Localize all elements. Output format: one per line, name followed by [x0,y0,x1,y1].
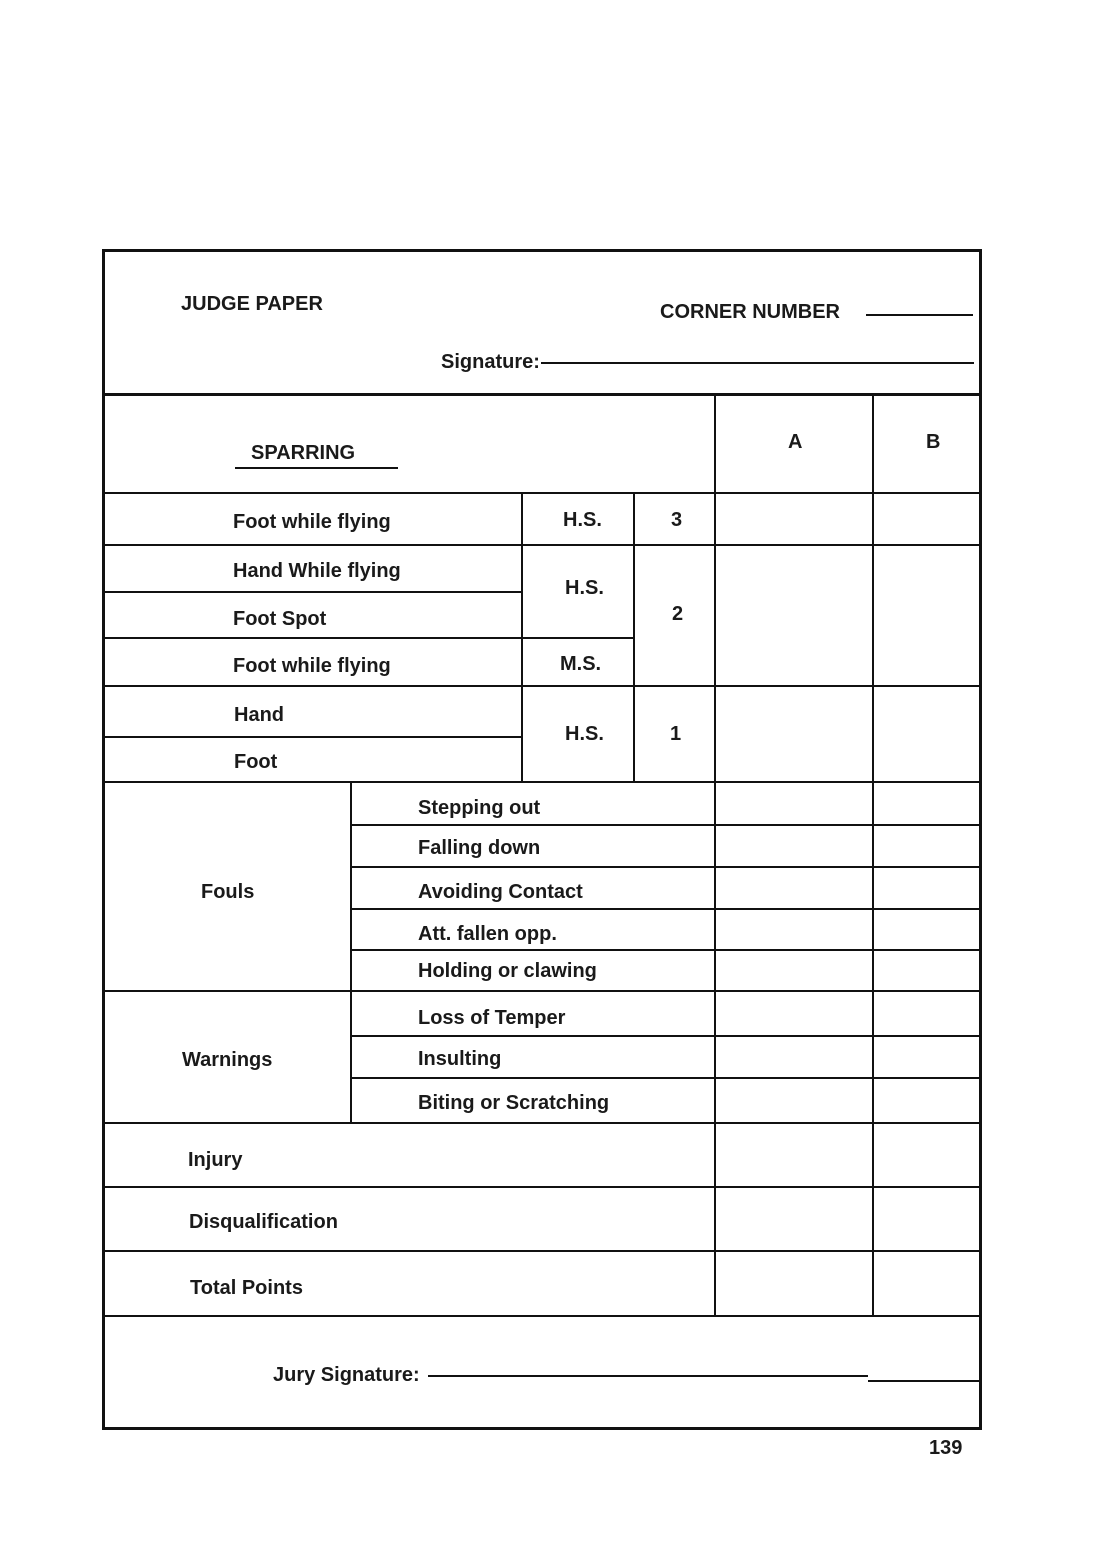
technique-label: Foot Spot [233,608,327,630]
grid-hline [102,591,522,593]
warning-item: Loss of Temper [418,1007,566,1029]
grid-hline [102,1250,982,1252]
grid-hline [868,1380,982,1382]
column-a-header: A [788,431,803,453]
points-value: 2 [672,603,684,625]
total-points-label: Total Points [190,1277,303,1299]
jury-signature-label: Jury Signature: [273,1364,420,1386]
section-title-underline [235,467,398,469]
warning-item: Biting or Scratching [418,1092,610,1114]
grid-hline [351,866,982,868]
grid-hline [351,824,982,826]
page-number: 139 [929,1437,963,1459]
grid-hline [351,1077,982,1079]
grid-hline [351,1035,982,1037]
signature-label: Signature: [441,351,540,373]
foul-item: Falling down [418,837,541,859]
grid-hline [351,949,982,951]
grid-vline-category [350,782,352,1124]
points-value: 3 [671,509,683,531]
header-divider [102,393,982,396]
grid-hline [102,544,982,546]
frame-top [102,249,982,252]
grid-hline [102,685,982,687]
grid-hline [102,736,522,738]
frame-right [979,249,982,1430]
injury-label: Injury [188,1149,243,1171]
frame-bottom [102,1427,982,1430]
grid-hline [102,1122,982,1124]
jury-signature-field[interactable] [428,1375,868,1377]
section-title: SPARRING [251,442,356,464]
warnings-label: Warnings [182,1049,273,1071]
grid-vline-b [872,393,874,1316]
fouls-label: Fouls [201,881,255,903]
corner-number-field[interactable] [866,314,973,316]
grid-hline [351,908,982,910]
zone-label: M.S. [560,653,602,675]
foul-item: Holding or clawing [418,960,597,982]
column-b-header: B [926,431,941,453]
signature-field[interactable] [541,362,974,364]
grid-hline [102,990,982,992]
foul-item: Stepping out [418,797,541,819]
grid-vline-a [714,393,716,1316]
grid-hline [102,1315,982,1317]
technique-label: Hand [234,704,284,726]
grid-hline [102,781,982,783]
zone-label: H.S. [565,723,604,745]
grid-hline [102,492,982,494]
foul-item: Att. fallen opp. [418,923,557,945]
foul-item: Avoiding Contact [418,881,583,903]
frame-left [102,249,105,1430]
points-value: 1 [670,723,682,745]
technique-label: Foot [234,751,278,773]
corner-number-label: CORNER NUMBER [660,301,840,323]
warning-item: Insulting [418,1048,502,1070]
disqualification-label: Disqualification [189,1211,338,1233]
technique-label: Foot while flying [233,511,391,533]
technique-label: Hand While flying [233,560,401,582]
form-title: JUDGE PAPER [181,293,323,315]
grid-hline [102,637,635,639]
technique-label: Foot while flying [233,655,391,677]
zone-label: H.S. [565,577,604,599]
grid-hline [102,1186,982,1188]
zone-label: H.S. [563,509,602,531]
